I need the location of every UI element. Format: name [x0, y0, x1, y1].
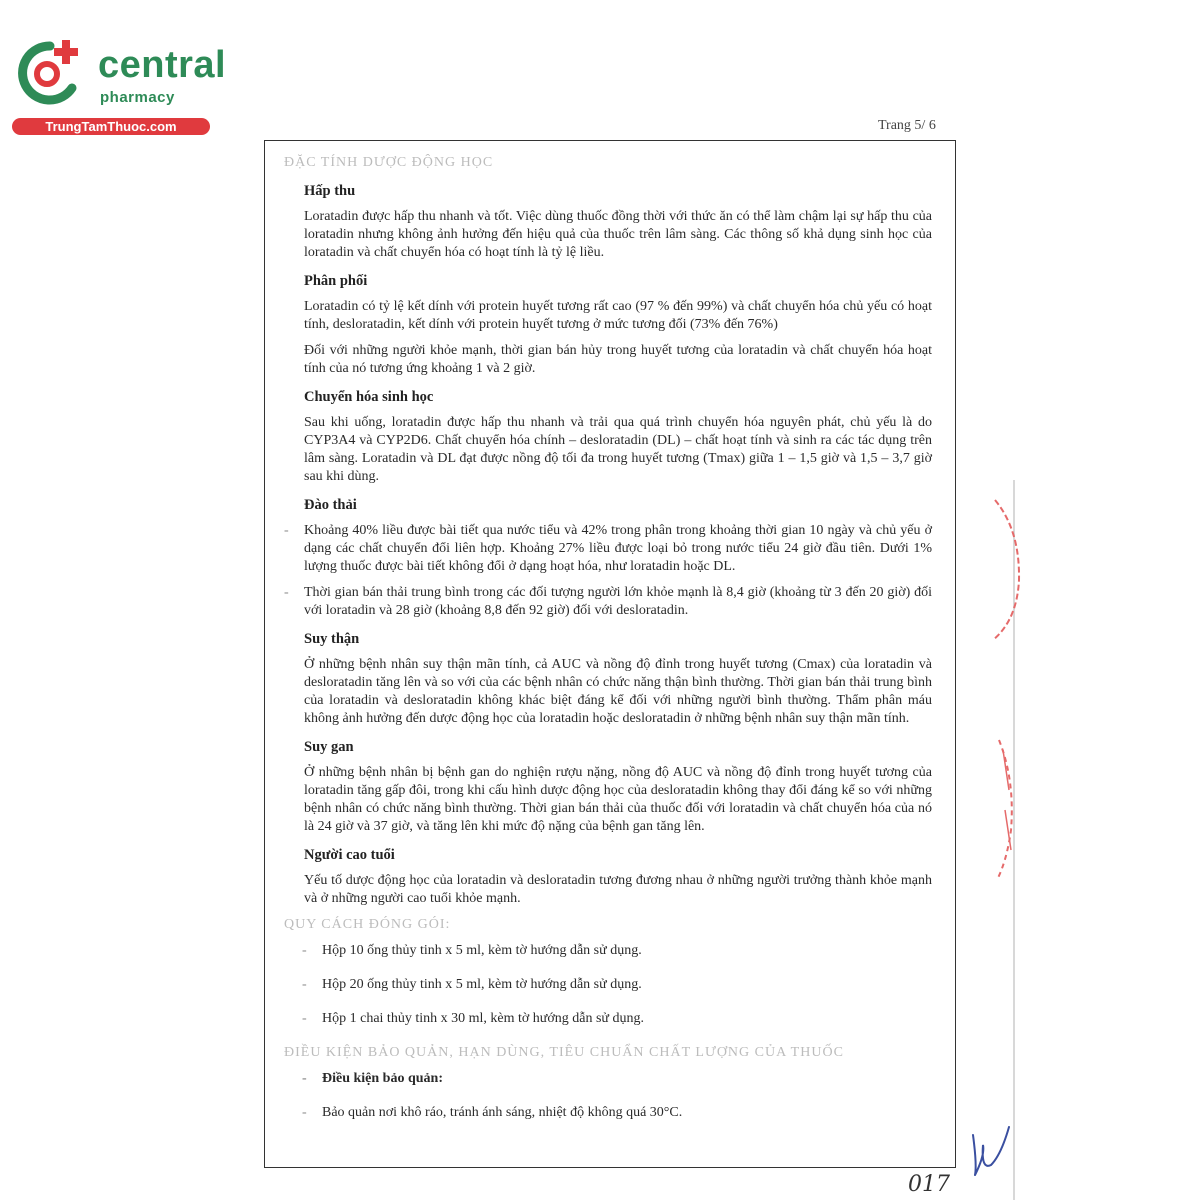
section-title-storage: ĐIỀU KIỆN BẢO QUẢN, HẠN DÙNG, TIÊU CHUẨN CHẤT LƯỢNG CỦA THUỐC	[284, 1045, 844, 1060]
list-item: - Khoảng 40% liều được bài tiết qua nước tiểu và 42% trong phân trong khoảng thời gian 10 ngày và chủ yếu ở dạng các chất chuyển đổi liên hợp. Khoảng 27% liều được loại bỏ trong nước tiểu 24 giờ đầu tiên. Dưới 1% lượng thuốc được bài tiết không đổi ở dạng hoạt hóa, như loratadin hoặc DL.	[304, 522, 932, 576]
section-title-pharmacokinetics: ĐẶC TÍNH DƯỢC ĐỘNG HỌC	[284, 155, 494, 170]
storage-heading: - Điều kiện bảo quản:	[322, 1070, 932, 1088]
list-item: - Hộp 1 chai thủy tinh x 30 ml, kèm tờ hướng dẫn sử dụng.	[322, 1010, 932, 1028]
brand-name: central	[98, 44, 227, 86]
brand-url[interactable]: TrungTamThuoc.com	[12, 118, 210, 135]
paragraph-distribution-2: Đối với những người khỏe mạnh, thời gian bán hủy trong huyết tương của loratadin và chất chuyển hóa hoạt tính của nó tương ứng khoảng 1 và 2 giờ.	[304, 343, 932, 376]
central-pharmacy-logo-icon	[10, 36, 90, 106]
heading-distribution: Phân phối	[304, 273, 368, 289]
document-body	[278, 150, 944, 1138]
paragraph-renal: Ở những bệnh nhân suy thận mãn tính, cả AUC và nồng độ đỉnh trong huyết tương (Cmax) của loratadin và desloratadin tăng lên và so với của các bệnh nhân có chức năng thận bình thường. Thời gian bán thải trung bình của loratadin và desloratadin không khác biệt đáng kể đối với những người bình thường. Thẩm phân máu không ảnh hưởng đến dược động học của loratadin hoặc desloratadin ở những bệnh nhân suy thận mãn tính.	[304, 657, 932, 726]
heading-elderly: Người cao tuổi	[304, 847, 395, 863]
paragraph-distribution-1: Loratadin có tỷ lệ kết dính với protein huyết tương rất cao (97 % đến 99%) và chất chuyển hóa chủ yếu có hoạt tính, desloratadin, kết dính với protein huyết tương ở mức tương đối (73% đến 76%)	[304, 299, 932, 332]
packaging-list	[278, 942, 944, 1028]
paragraph-metabolism: Sau khi uống, loratadin được hấp thu nhanh và trải qua quá trình chuyển hóa nguyên phát, chủ yếu là do CYP3A4 và CYP2D6. Chất chuyển hóa chính – desloratadin (DL) – chất hoạt tính và sinh ra các tác dụng trên lâm sàng. Loratadin và DL đạt được nồng độ tối đa trong huyết tương (Tmax) giữa 1 – 1,5 giờ và 1,5 – 3,7 giờ sau khi dùng.	[304, 415, 932, 484]
storage-list	[278, 1070, 944, 1122]
page-number: Trang 5/ 6	[878, 118, 936, 133]
list-item: - Hộp 10 ống thủy tinh x 5 ml, kèm tờ hướng dẫn sử dụng.	[322, 942, 932, 960]
elimination-list	[278, 522, 944, 620]
signature-icon	[965, 1115, 1015, 1185]
heading-renal: Suy thận	[304, 631, 360, 647]
paragraph-elderly: Yếu tố dược động học của loratadin và desloratadin tương đương nhau ở những người trưởng thành khỏe mạnh và ở những người cao tuổi khỏe mạnh.	[304, 873, 932, 906]
list-item: - Hộp 20 ống thủy tinh x 5 ml, kèm tờ hướng dẫn sử dụng.	[322, 976, 932, 994]
list-item: - Thời gian bán thải trung bình trong các đối tượng người lớn khỏe mạnh là 8,4 giờ (khoảng từ 3 đến 20 giờ) đối với loratadin và 28 giờ (khoảng 8,8 đến 92 giờ) đối với desloratadin.	[304, 584, 932, 620]
storage-text: - Bảo quản nơi khô ráo, tránh ánh sáng, nhiệt độ không quá 30°C.	[322, 1104, 932, 1122]
heading-metabolism: Chuyển hóa sinh học	[304, 389, 434, 405]
paragraph-absorption: Loratadin được hấp thu nhanh và tốt. Việc dùng thuốc đồng thời với thức ăn có thể làm chậm lại sự hấp thu của loratadin nhưng không ảnh hưởng đến hiệu quả của thuốc trên lâm sàng. Các thông số khả dụng sinh học của loratadin và chất chuyển hóa có hoạt tính là tỷ lệ liều.	[304, 209, 932, 260]
heading-elimination: Đào thải	[304, 497, 357, 513]
paragraph-hepatic: Ở những bệnh nhân bị bệnh gan do nghiện rượu nặng, nồng độ AUC và nồng độ đỉnh trong huyết tương của loratadin tăng gấp đôi, trong khi cấu hình dược động học của desloratadin không thay đổi đáng kể so với những bệnh nhân có chức năng bình thường. Thời gian bán thải của thuốc đối với loratadin và chất chuyển hóa của nó là 24 giờ và 37 giờ, và tăng lên khi mức độ nặng của bệnh gan tăng lên.	[304, 765, 932, 834]
brand-logo	[10, 36, 227, 136]
heading-hepatic: Suy gan	[304, 739, 354, 755]
heading-absorption: Hấp thu	[304, 183, 356, 199]
red-stamp-icon	[975, 490, 1035, 890]
section-title-packaging: QUY CÁCH ĐÓNG GÓI:	[284, 917, 451, 932]
brand-subtitle: pharmacy	[100, 89, 175, 106]
folio-number: 017	[908, 1172, 950, 1197]
